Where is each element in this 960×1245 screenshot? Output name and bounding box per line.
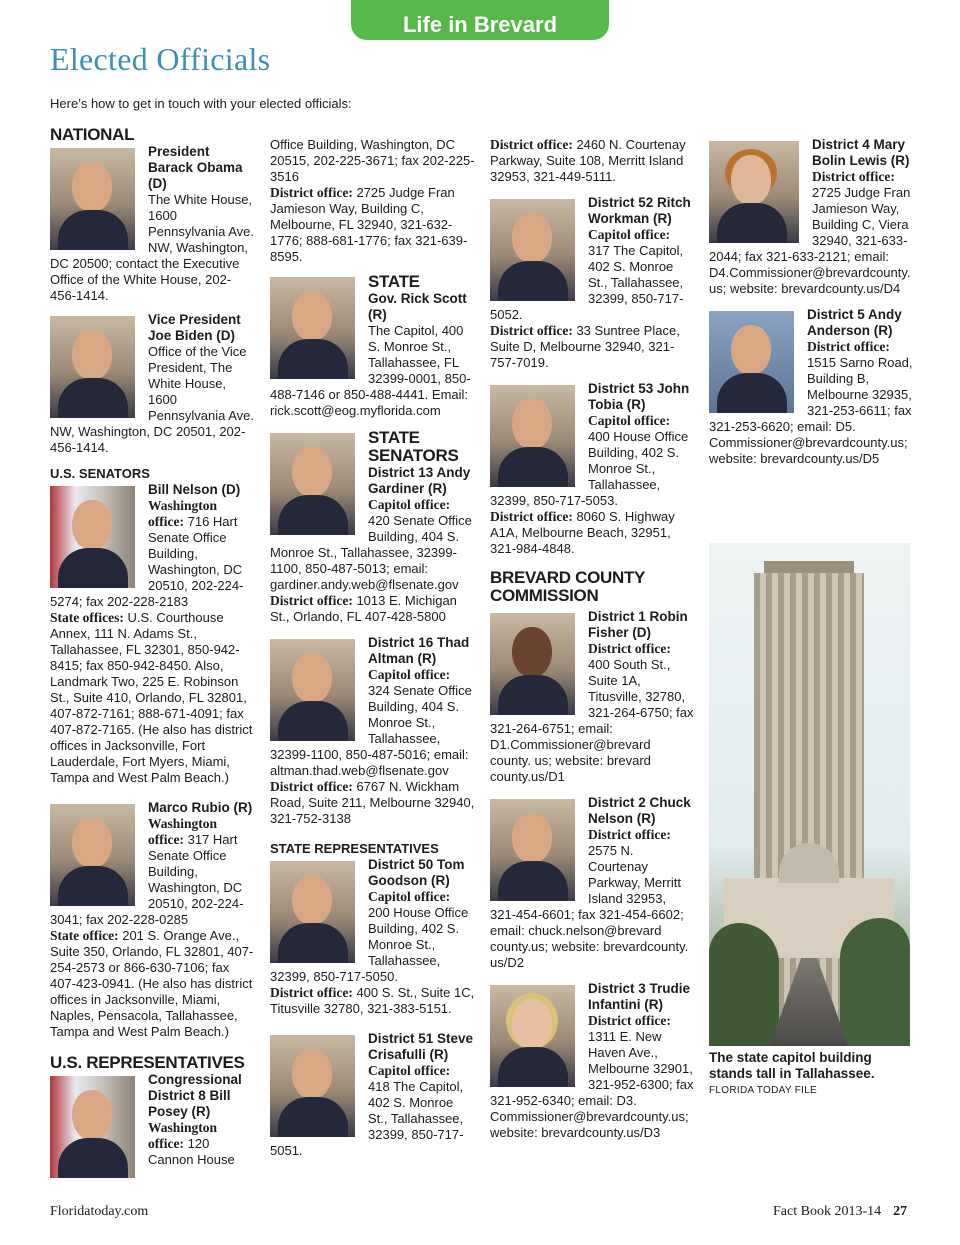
office-address: 200 House Office Building, 402 S. Monroe St., Tallahassee, 32399, 850-717-5050. <box>270 905 469 984</box>
column-2 <box>270 137 475 1159</box>
state-representatives-heading: STATE REPRESENTATIVES <box>270 841 439 856</box>
office-address: U.S. Courthouse Annex, 111 N. Adams St., Tallahassee, FL 32301, 850-942-8415; fax 850-942-8450. Also, Landmark Two, 225 E. Robinson St., Suite 410, Orlando, FL 32801, 407-872-7161; 888-671-4091; fax 407-872-7165. (He also has district offices in Jacksonville, Fort Lauderdale, Fort Myers, Miami, Tampa and West Palm Beach.) <box>50 610 253 785</box>
section-tab: Life in Brevard <box>351 0 609 40</box>
entry-andy-gardiner <box>270 429 475 625</box>
office-address: 317 Hart Senate Office Building, Washington, DC 20510, 202-224-3041; fax 202-228-0285 <box>50 832 244 927</box>
office-address: 400 S. St., Suite 1C, Titusville 32780, 321-383-5151. <box>270 985 475 1016</box>
office-address: 6767 N. Wickham Road, Suite 211, Melbourne 32940, 321-752-3138 <box>270 779 475 826</box>
official-name: District 2 Chuck Nelson (R) <box>588 795 691 826</box>
office-address: 400 House Office Building, 402 S. Monroe St., Tallahassee, 32399, 850-717-5053. <box>490 429 689 508</box>
entry-mary-bolin-lewis <box>709 137 914 297</box>
portrait-photo <box>50 486 135 588</box>
office-label: Capitol office: <box>588 413 671 428</box>
official-name: District 4 Mary Bolin Lewis (R) <box>812 137 910 168</box>
official-name: Marco Rubio (R) <box>148 800 253 815</box>
office-label: Capitol office: <box>368 889 451 904</box>
entry-steve-crisafulli <box>270 1031 475 1159</box>
official-name: District 51 Steve Crisafulli (R) <box>368 1031 474 1062</box>
office-label: District office: <box>812 169 895 184</box>
office-address: 2460 N. Courtenay Parkway, Suite 108, Merritt Island 32953, 321-449-5111. <box>490 137 686 184</box>
official-contact: The Capitol, 400 S. Monroe St., Tallahassee, FL 32399-0001, 850-488-7146 or 850-488-4441. Email: rick.scott@eog.myflorida.com <box>270 323 471 418</box>
state-senators-heading: STATE SENATORS <box>368 428 459 465</box>
official-name: District 3 Trudie Infantini (R) <box>588 981 691 1012</box>
official-contact: The White House, 1600 Pennsylvania Ave. NW, Washington, DC 20500; contact the Executive Office of the White House, 202-456-1414. <box>50 192 254 303</box>
entry-bill-posey <box>50 1072 255 1180</box>
page-title: Elected Officials <box>50 41 271 77</box>
national-heading: NATIONAL <box>50 125 135 144</box>
office-label: Capitol office: <box>588 227 671 242</box>
state-heading: STATE <box>368 272 420 291</box>
office-label: District office: <box>490 137 573 152</box>
entry-bill-nelson <box>50 482 255 786</box>
entry-andy-anderson <box>709 307 914 467</box>
office-address: 400 South St., Suite 1A, Titusville, 32780, 321-264-6750; fax 321-264-6751; email: D1.Commissioner@brevard county. us; website: brevard county.us/D1 <box>490 657 694 784</box>
column-3 <box>490 137 695 1141</box>
official-name: Vice President Joe Biden (D) <box>148 312 241 343</box>
office-label: Washington office: <box>148 1120 218 1151</box>
entry-thad-altman <box>270 635 475 827</box>
portrait-photo <box>490 799 575 901</box>
official-name: President Barack Obama (D) <box>148 144 243 191</box>
county-commission-heading: BREVARD COUNTY COMMISSION <box>490 568 645 605</box>
office-label: District office: <box>588 641 671 656</box>
entry-crisafulli-continued <box>490 137 695 185</box>
office-label: District office: <box>588 827 671 842</box>
office-label: Capitol office: <box>368 667 451 682</box>
official-name: District 1 Robin Fisher (D) <box>588 609 688 640</box>
office-label: District office: <box>270 985 353 1000</box>
entry-rick-scott <box>270 273 475 419</box>
office-address: 2725 Judge Fran Jamieson Way, Building C, Viera 32940, 321-633-2044; fax 321-633-2121; email: D4.Commissioner@brevardcounty. us; website: brevardcounty.us/D4 <box>709 185 911 296</box>
official-name: Congressional District 8 Bill Posey (R) <box>148 1072 242 1119</box>
office-address: 716 Hart Senate Office Building, Washington, DC 20510, 202-224-5274; fax 202-228-2183 <box>50 514 244 609</box>
office-address: 2725 Judge Fran Jamieson Way, Building C, Melbourne, FL 32940, 321-632-1776; 888-681-1776; fax 321-639-8595. <box>270 185 468 264</box>
footer-page-info <box>773 1204 907 1220</box>
footer-website: Floridatoday.com <box>50 1204 149 1219</box>
office-address: 1515 Sarno Road, Building B, Melbourne 32935, 321-253-6611; fax 321-253-6620; email: D5. Commissioner@brevardcounty.us; website: brevardcounty.us/D5 <box>709 355 913 466</box>
photo-caption: The state capitol building stands tall in Tallahassee. <box>709 1050 875 1081</box>
official-name: District 16 Thad Altman (R) <box>368 635 470 666</box>
official-name: District 13 Andy Gardiner (R) <box>368 465 471 496</box>
portrait-photo <box>270 639 355 741</box>
entry-vice-president <box>50 312 255 456</box>
page-number: 27 <box>893 1204 908 1219</box>
portrait-photo <box>50 316 135 418</box>
office-label: District office: <box>270 593 353 608</box>
official-name: Gov. Rick Scott (R) <box>368 291 467 322</box>
official-name: District 52 Ritch Workman (R) <box>588 195 691 226</box>
entry-john-tobia <box>490 381 695 557</box>
entry-ritch-workman <box>490 195 695 371</box>
office-address: 1013 E. Michigan St., Orlando, FL 407-428-5800 <box>270 593 457 624</box>
portrait-photo <box>709 311 794 413</box>
office-label: State office: <box>50 928 119 943</box>
column-4 <box>709 137 914 467</box>
portrait-photo <box>490 613 575 715</box>
portrait-photo <box>270 277 355 379</box>
office-address: 324 Senate Office Building, 404 S. Monroe St., Tallahassee, 32399-1100, 850-487-5016; email: altman.thad.web@flsenate.gov <box>270 683 472 778</box>
office-address: 33 Suntree Place, Suite D, Melbourne 32940, 321-757-7019. <box>490 323 680 370</box>
portrait-photo <box>50 148 135 250</box>
office-label: Capitol office: <box>368 1063 451 1078</box>
portrait-photo <box>270 1035 355 1137</box>
office-label: Washington office: <box>148 498 218 529</box>
office-label: District office: <box>490 509 573 524</box>
office-address: 317 The Capitol, 402 S. Monroe St., Tallahassee, 32399, 850-717-5052. <box>490 243 684 322</box>
office-label: Capitol office: <box>368 497 451 512</box>
entry-tom-goodson <box>270 857 475 1017</box>
us-representatives-heading: U.S. REPRESENTATIVES <box>50 1053 245 1072</box>
office-address: 418 The Capitol, 402 S. Monroe St., Tallahassee, 32399, 850-717-5051. <box>270 1079 464 1158</box>
official-contact: Office of the Vice President, The White House, 1600 Pennsylvania Ave. NW, Washington, DC 20501, 202-456-1414. <box>50 344 254 455</box>
official-name: Bill Nelson (D) <box>148 482 241 497</box>
portrait-photo <box>270 433 355 535</box>
portrait-photo <box>50 1076 135 1178</box>
portrait-photo <box>50 804 135 906</box>
office-address: 8060 S. Highway A1A, Melbourne Beach, 32951, 321-984-4848. <box>490 509 675 556</box>
office-label: District office: <box>588 1013 671 1028</box>
entry-marco-rubio <box>50 800 255 1040</box>
portrait-photo <box>490 199 575 301</box>
portrait-photo <box>490 385 575 487</box>
entry-president <box>50 144 255 304</box>
office-label: District office: <box>490 323 573 338</box>
office-label: State offices: <box>50 610 124 625</box>
office-address: Office Building, Washington, DC 20515, 202-225-3671; fax 202-225-3516 <box>270 137 475 184</box>
capitol-building-photo <box>709 543 910 1046</box>
official-name: District 5 Andy Anderson (R) <box>807 307 902 338</box>
intro-text: Here’s how to get in touch with your elected officials: <box>50 96 352 111</box>
office-address: 201 S. Orange Ave., Suite 350, Orlando, FL 32801, 407-254-2573 or 866-630-7106; fax 407-423-0941. (He also has district offices in Jacksonville, Miami, Naples, Pensacola, Tallahassee, Tampa and West Palm Beach.) <box>50 928 254 1039</box>
office-address: 420 Senate Office Building, 404 S. Monroe St., Tallahassee, 32399-1100, 850-487-5013; email: gardiner.andy.web@flsenate.gov <box>270 513 472 592</box>
office-address: 120 Cannon House <box>148 1136 235 1167</box>
footer-publication: Fact Book 2013-14 <box>773 1204 882 1219</box>
office-label: District office: <box>807 339 890 354</box>
entry-trudie-infantini <box>490 981 695 1141</box>
official-name: District 50 Tom Goodson (R) <box>368 857 465 888</box>
entry-robin-fisher <box>490 609 695 785</box>
portrait-photo <box>270 861 355 963</box>
office-address: 2575 N. Courtenay Parkway, Merritt Island 32953, 321-454-6601; fax 321-454-6602; email: chuck.nelson@brevard county.us; website: brevardcounty. us/D2 <box>490 843 689 970</box>
photo-credit: FLORIDA TODAY FILE <box>709 1085 818 1096</box>
official-name: District 53 John Tobia (R) <box>588 381 690 412</box>
portrait-photo <box>490 985 575 1087</box>
column-1 <box>50 126 255 1180</box>
office-label: Washington office: <box>148 816 218 847</box>
office-address: 1311 E. New Haven Ave., Melbourne 32901, 321-952-6300; fax 321-952-6340; email: D3. Commissioner@brevardcounty.us; website: brevardcounty.us/D3 <box>490 1029 694 1140</box>
portrait-photo <box>709 141 799 243</box>
entry-chuck-nelson <box>490 795 695 971</box>
us-senators-heading: U.S. SENATORS <box>50 466 150 481</box>
office-label: District office: <box>270 779 353 794</box>
entry-posey-continued <box>270 137 475 265</box>
office-label: District office: <box>270 185 353 200</box>
